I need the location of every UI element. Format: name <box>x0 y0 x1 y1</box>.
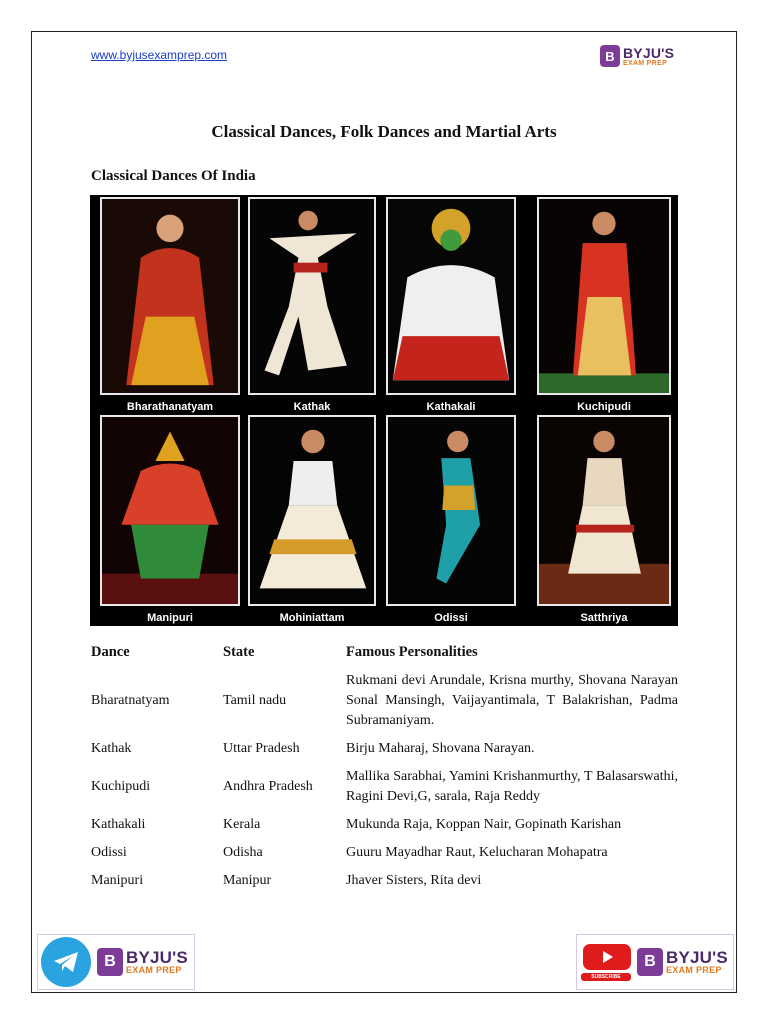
gallery-tile <box>248 197 376 415</box>
gallery-tile <box>100 197 240 415</box>
dance-photo <box>386 197 516 395</box>
dance-photo <box>537 197 671 395</box>
dance-photo <box>386 415 516 606</box>
logo-sub: EXAM PREP <box>623 59 667 67</box>
table-row <box>91 763 678 811</box>
table-row <box>91 667 678 735</box>
cell-dance: Kuchipudi <box>91 779 151 794</box>
gallery-tile <box>100 415 240 626</box>
byjus-logo <box>600 45 674 67</box>
section-heading: Classical Dances Of India <box>91 168 256 184</box>
header-state: State <box>223 644 255 660</box>
dance-photo <box>100 197 240 395</box>
dance-photo <box>537 415 671 606</box>
cell-personalities: Mallika Sarabhai, Yamini Krishanmurthy, T Balasarswathi, Ragini Devi,G, sarala, Raja Reddy <box>346 769 678 804</box>
cell-dance: Bharatnatyam <box>91 693 170 708</box>
byjus-logo-mark: B <box>637 948 663 976</box>
cell-personalities: Guuru Mayadhar Raut, Kelucharan Mohapatra <box>346 845 608 860</box>
header-personalities: Famous Personalities <box>346 644 478 660</box>
document-title: Classical Dances, Folk Dances and Martial Arts <box>211 122 557 141</box>
dance-caption: Kuchipudi <box>577 401 631 413</box>
table-row <box>91 735 678 763</box>
cell-dance: Kathak <box>91 741 132 756</box>
logo-sub: EXAM PREP <box>126 965 182 975</box>
dance-photo <box>100 415 240 606</box>
dance-caption: Kathak <box>293 401 331 413</box>
cell-state: Manipur <box>223 873 272 888</box>
cell-state: Kerala <box>223 817 261 832</box>
dance-table <box>91 640 678 895</box>
header-dance: Dance <box>91 644 130 660</box>
dance-caption: Mohiniattam <box>279 612 345 624</box>
table-header-row <box>91 640 678 667</box>
byjus-logo-mark: B <box>97 948 123 976</box>
cell-state: Uttar Pradesh <box>223 741 300 756</box>
youtube-icon <box>583 944 631 970</box>
youtube-badge[interactable] <box>576 934 734 990</box>
logo-brand: BYJU'S <box>666 948 728 967</box>
byjus-logo-mark: B <box>600 45 620 67</box>
cell-personalities: Rukmani devi Arundale, Krisna murthy, Shovana Narayan Sonal Mansingh, Vaijayantimala, T Balakrishan, Padma Subramaniyam. <box>346 673 678 728</box>
gallery-tile <box>248 415 376 626</box>
dance-photo-gallery <box>90 195 678 626</box>
subscribe-label: SUBSCRIBE <box>581 973 631 981</box>
cell-personalities: Jhaver Sisters, Rita devi <box>346 873 482 888</box>
gallery-tile <box>537 415 671 626</box>
table-row <box>91 811 678 839</box>
logo-brand: BYJU'S <box>126 948 188 967</box>
gallery-tile <box>537 197 671 415</box>
cell-dance: Manipuri <box>91 873 144 888</box>
cell-state: Andhra Pradesh <box>223 779 313 794</box>
telegram-badge[interactable] <box>37 934 195 990</box>
table-row <box>91 839 678 867</box>
dance-caption: Manipuri <box>147 612 193 624</box>
dance-caption: Kathakali <box>426 401 476 413</box>
cell-state: Odisha <box>223 845 263 860</box>
dance-caption: Odissi <box>434 612 468 624</box>
site-link[interactable]: www.byjusexamprep.com <box>91 48 228 62</box>
gallery-tile <box>386 197 516 415</box>
table-row <box>91 867 678 895</box>
telegram-icon <box>41 937 91 987</box>
dance-caption: Bharathanatyam <box>126 401 214 413</box>
gallery-tile <box>386 415 516 626</box>
logo-brand: BYJU'S <box>623 44 675 61</box>
cell-personalities: Birju Maharaj, Shovana Narayan. <box>346 741 535 756</box>
cell-personalities: Mukunda Raja, Koppan Nair, Gopinath Karishan <box>346 817 622 832</box>
logo-sub: EXAM PREP <box>666 965 722 975</box>
cell-dance: Odissi <box>91 845 127 860</box>
dance-photo <box>248 415 376 606</box>
dance-caption: Satthriya <box>580 612 628 624</box>
cell-dance: Kathakali <box>91 817 146 832</box>
dance-photo <box>248 197 376 395</box>
cell-state: Tamil nadu <box>223 693 287 708</box>
